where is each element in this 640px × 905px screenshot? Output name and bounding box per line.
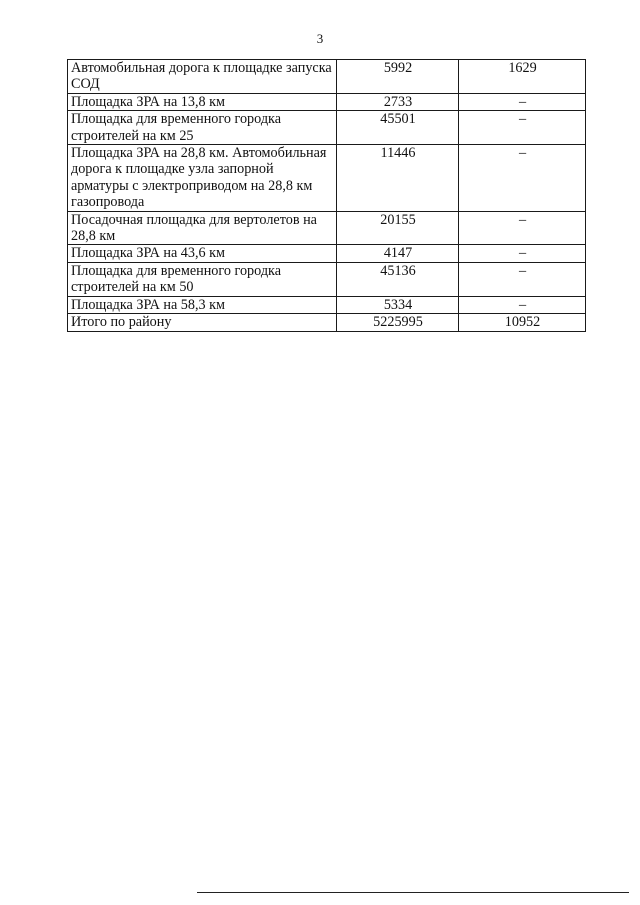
total-extra-value: 10952 (504, 314, 541, 331)
row-extra-cell (459, 93, 586, 110)
row-area-cell (337, 296, 459, 313)
row-name-cell: Площадка ЗРА на 13,8 км (68, 93, 337, 110)
row-area-cell (337, 211, 459, 245)
extra-value: – (518, 93, 527, 110)
area-value: 20155 (380, 211, 416, 228)
row-name-cell: Площадка ЗРА на 58,3 км (68, 296, 337, 313)
page-number: 3 (316, 31, 324, 46)
row-area-cell (337, 262, 459, 296)
area-value: 5334 (383, 296, 413, 313)
footer-rule (197, 892, 629, 893)
total-area-value: 5225995 (373, 314, 423, 331)
area-value: 4147 (383, 245, 413, 262)
table-row (68, 93, 586, 110)
table-row (68, 296, 586, 313)
table-row (68, 60, 586, 94)
total-extra-cell (459, 314, 586, 331)
row-area-cell (337, 60, 459, 94)
row-extra-cell (459, 60, 586, 94)
table-row (68, 245, 586, 262)
table-total-row (68, 314, 586, 331)
total-label-cell: Итого по району (68, 314, 337, 331)
row-name-cell: Площадка ЗРА на 43,6 км (68, 245, 337, 262)
extra-value: – (518, 245, 527, 262)
area-value: 2733 (383, 93, 413, 110)
land-area-table (67, 59, 586, 332)
row-name-cell: Площадка ЗРА на 28,8 км. Автомобильная дорога к площадке узла запорной арматуры с электроприводом на 28,8 км газопровода (68, 145, 337, 212)
row-extra-cell (459, 296, 586, 313)
area-value: 45501 (380, 111, 416, 128)
row-name-cell: Площадка для временного городка строителей на км 50 (68, 262, 337, 296)
row-extra-cell (459, 262, 586, 296)
extra-value: – (518, 145, 527, 162)
row-area-cell (337, 145, 459, 212)
table-row (68, 111, 586, 145)
total-area-cell (337, 314, 459, 331)
area-value: 45136 (380, 262, 416, 279)
row-extra-cell (459, 145, 586, 212)
row-name-cell: Автомобильная дорога к площадке запуска СОД (68, 60, 337, 94)
extra-value: – (518, 211, 527, 228)
row-extra-cell (459, 245, 586, 262)
extra-value: – (518, 111, 527, 128)
table-row (68, 262, 586, 296)
row-name-cell: Посадочная площадка для вертолетов на 28,8 км (68, 211, 337, 245)
area-value: 11446 (380, 145, 416, 162)
row-name-cell: Площадка для временного городка строителей на км 25 (68, 111, 337, 145)
row-extra-cell (459, 211, 586, 245)
table-row (68, 211, 586, 245)
row-extra-cell (459, 111, 586, 145)
row-area-cell (337, 245, 459, 262)
extra-value: – (518, 262, 527, 279)
table-row (68, 145, 586, 212)
row-area-cell (337, 93, 459, 110)
row-area-cell (337, 111, 459, 145)
area-value: 5992 (383, 60, 413, 76)
extra-value: – (518, 296, 527, 313)
extra-value: 1629 (508, 60, 537, 76)
